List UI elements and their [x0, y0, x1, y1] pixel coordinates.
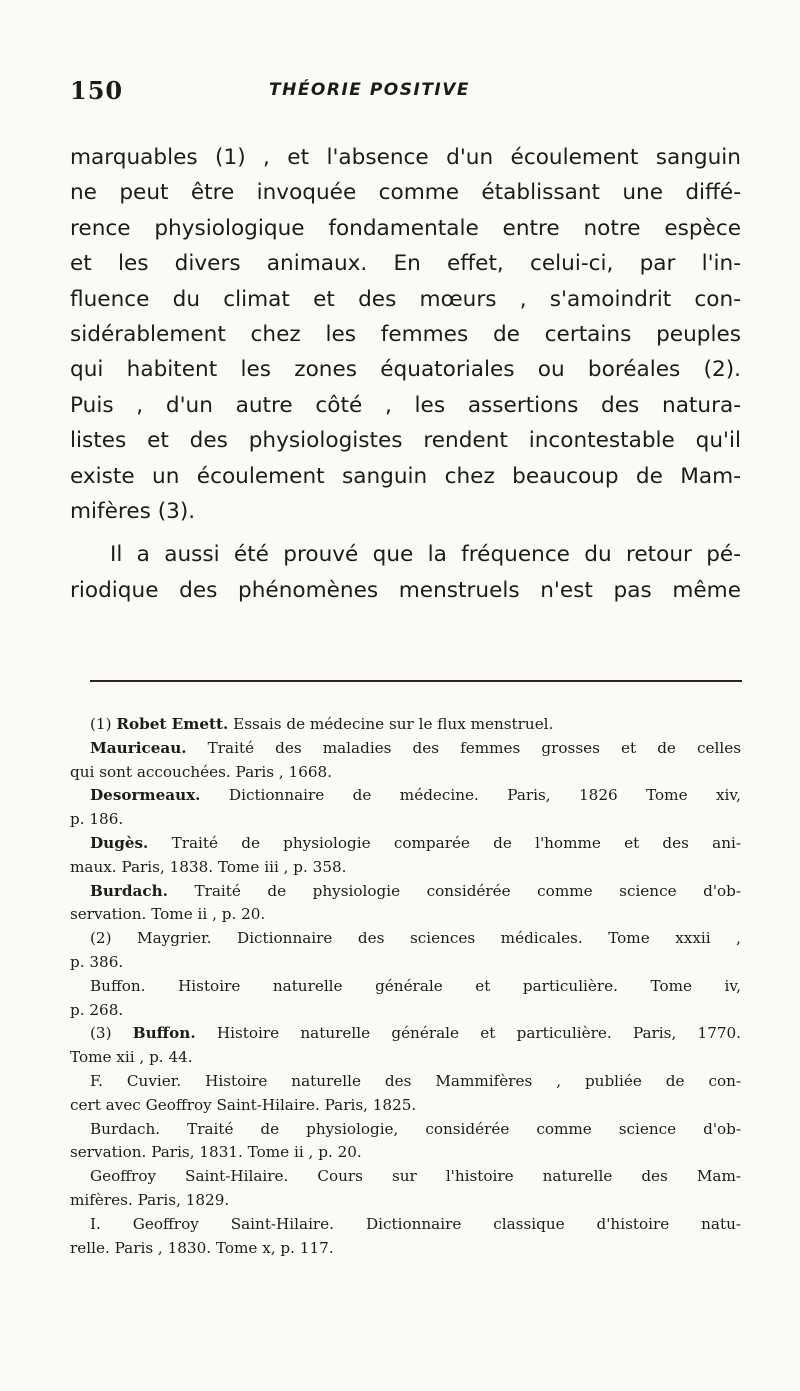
footnote-line	[70, 1165, 741, 1189]
citation-author: Desormeaux.	[90, 786, 201, 805]
footnote-line: Tome xii , p. 44.	[70, 1048, 193, 1067]
footnote-line: p. 386.	[70, 953, 124, 972]
citation-author: Burdach.	[90, 881, 168, 900]
footnote-line	[70, 1022, 741, 1046]
citation-text: Traité de physiologie considérée comme science d'ob-	[194, 881, 742, 900]
text-line: existe un écoulement sanguin chez beaucoup de Mam-	[70, 463, 741, 489]
citation-text: Histoire naturelle des Mammifères , publiée de con-	[205, 1072, 742, 1091]
citation-author: F. Cuvier.	[90, 1072, 182, 1091]
footnote-line: mifères. Paris, 1829.	[70, 1191, 230, 1210]
text-line: Puis , d'un autre côté , les assertions des natura-	[70, 392, 741, 418]
text-line: qui habitent les zones équatoriales ou boréales (2).	[70, 357, 741, 383]
citation-text: Histoire naturelle générale et particulière. Tome iv,	[178, 976, 742, 995]
running-title: THÉORIE POSITIVE	[269, 80, 471, 100]
text-line: marquables (1) , et l'absence d'un écoulement sanguin	[70, 145, 741, 170]
footnote-1	[70, 713, 741, 927]
text-line: sidérablement chez les femmes de certains peuples	[70, 321, 741, 347]
footnote-line: relle. Paris , 1830. Tome x, p. 117.	[70, 1238, 334, 1257]
text-line: mifères (3).	[70, 498, 196, 524]
footnote-line: maux. Paris, 1838. Tome iii , p. 358.	[70, 857, 347, 876]
footnote-marker: (3)	[90, 1024, 112, 1043]
footnote-line	[70, 1213, 741, 1237]
citation-text: Dictionnaire classique d'histoire natu-	[365, 1214, 741, 1233]
citation-author: Buffon.	[90, 976, 146, 995]
footnote-line: p. 186.	[70, 810, 124, 829]
citation-text: Cours sur l'histoire naturelle des Mam-	[317, 1167, 741, 1186]
footnote-line	[70, 832, 741, 856]
citation-author: Buffon.	[132, 1024, 196, 1043]
footnote-3	[70, 1022, 741, 1260]
footnote-line	[70, 927, 741, 951]
citation-author: Burdach.	[90, 1119, 161, 1138]
footnote-marker: (1)	[90, 715, 112, 734]
footnote-line: qui sont accouchées. Paris , 1668.	[70, 762, 333, 781]
citation-author: I. Geoffroy Saint-Hilaire.	[90, 1214, 335, 1233]
paragraph-1	[70, 140, 741, 529]
footnote-line: cert avec Geoffroy Saint-Hilaire. Paris, 1825.	[70, 1095, 417, 1114]
citation-author: Maygrier.	[137, 929, 212, 948]
footnote-line	[70, 737, 741, 761]
main-text	[70, 140, 741, 608]
footnote-2	[70, 927, 741, 1022]
text-line: rence physiologique fondamentale entre notre espèce	[70, 215, 741, 241]
paragraph-2	[70, 537, 741, 608]
text-line: et les divers animaux. En effet, celui-ci, par l'in-	[70, 251, 741, 277]
citation-text: Traité de physiologie, considérée comme science d'ob-	[187, 1119, 741, 1138]
page-header	[70, 72, 741, 112]
footnote-line	[70, 1070, 741, 1094]
text-line: fluence du climat et des mœurs , s'amoindrit con-	[70, 286, 741, 312]
text-line: listes et des physiologistes rendent incontestable qu'il	[70, 428, 741, 454]
citation-author: Dugès.	[90, 834, 149, 853]
text-line: riodique des phénomènes menstruels n'est pas même	[70, 577, 741, 603]
page-number: 150	[70, 76, 124, 105]
footnote-line	[70, 784, 741, 808]
footnote-divider	[90, 680, 742, 682]
citation-text: Dictionnaire de médecine. Paris, 1826 Tome xiv,	[228, 786, 742, 805]
citation-text: Essais de médecine sur le flux menstruel.	[233, 715, 554, 734]
footnote-line	[70, 713, 741, 737]
citation-author: Mauriceau.	[90, 738, 187, 757]
footnote-line: servation. Tome ii , p. 20.	[70, 905, 266, 924]
footnote-line	[70, 975, 741, 999]
citation-author: Geoffroy Saint-Hilaire.	[90, 1167, 289, 1186]
footnote-marker: (2)	[90, 929, 112, 948]
text-line: ne peut être invoquée comme établissant une diffé-	[70, 180, 741, 206]
footnote-line	[70, 880, 741, 904]
citation-text: Traité des maladies des femmes grosses et de celles	[207, 738, 741, 757]
footnote-line: servation. Paris, 1831. Tome ii , p. 20.	[70, 1143, 362, 1162]
citation-text: Dictionnaire des sciences médicales. Tome xxxii ,	[237, 929, 741, 948]
citation-text: Traité de physiologie comparée de l'homme et des ani-	[171, 834, 741, 853]
footnote-line	[70, 1118, 741, 1142]
footnotes	[70, 713, 741, 1260]
text-line: Il a aussi été prouvé que la fréquence du retour pé-	[110, 542, 741, 568]
footnote-line: p. 268.	[70, 1000, 124, 1019]
citation-author: Robet Emett.	[116, 715, 229, 734]
citation-text: Histoire naturelle générale et particulière. Paris, 1770.	[216, 1024, 742, 1043]
